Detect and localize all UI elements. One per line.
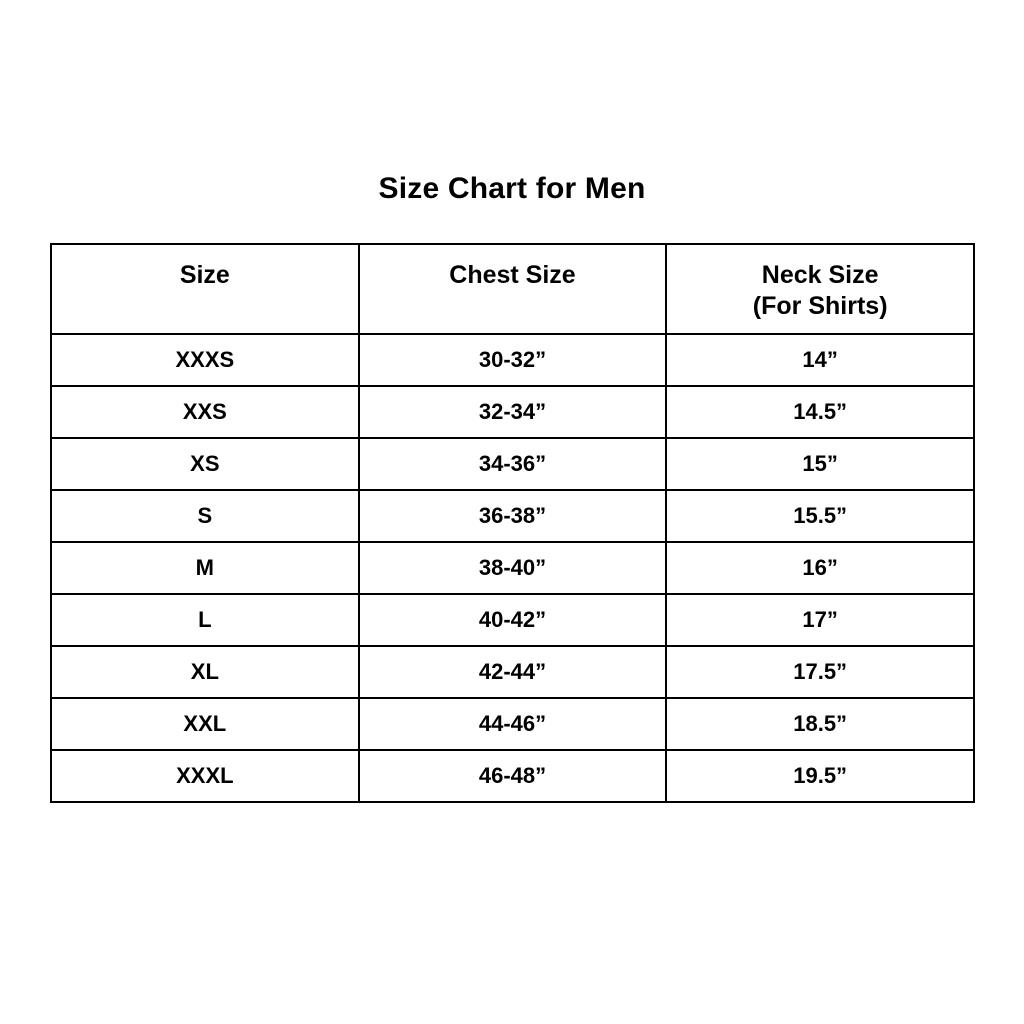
table-row <box>51 490 974 542</box>
column-header-neck-size-line1: Neck Size <box>761 261 879 289</box>
column-header-size-label: Size <box>179 261 230 289</box>
table-row <box>51 594 974 646</box>
column-header-neck-size-line2: (For Shirts) <box>752 292 888 320</box>
size-cell: XXS <box>51 386 359 438</box>
chest-size-cell: 40-42” <box>359 594 667 646</box>
chest-size-cell: 36-38” <box>359 490 667 542</box>
size-cell: L <box>51 594 359 646</box>
chest-size-cell: 44-46” <box>359 698 667 750</box>
chest-size-cell: 46-48” <box>359 750 667 802</box>
neck-size-cell: 15” <box>666 438 974 490</box>
chest-size-cell: 32-34” <box>359 386 667 438</box>
size-cell: XXXL <box>51 750 359 802</box>
neck-size-cell: 19.5” <box>666 750 974 802</box>
chest-size-cell: 30-32” <box>359 334 667 386</box>
table-row <box>51 646 974 698</box>
table-row <box>51 438 974 490</box>
header-row <box>51 244 974 334</box>
table-row <box>51 750 974 802</box>
neck-size-cell: 14” <box>666 334 974 386</box>
size-chart-table <box>50 243 975 803</box>
column-header-chest-size-label: Chest Size <box>449 261 576 289</box>
column-header-neck-size <box>666 244 974 334</box>
neck-size-cell: 18.5” <box>666 698 974 750</box>
table-row <box>51 334 974 386</box>
size-cell: XXL <box>51 698 359 750</box>
table-row <box>51 698 974 750</box>
column-header-chest-size <box>359 244 667 334</box>
neck-size-cell: 15.5” <box>666 490 974 542</box>
page-title: Size Chart for Men <box>378 172 646 205</box>
chest-size-cell: 38-40” <box>359 542 667 594</box>
neck-size-cell: 16” <box>666 542 974 594</box>
table-row <box>51 542 974 594</box>
chest-size-cell: 34-36” <box>359 438 667 490</box>
size-cell: XXXS <box>51 334 359 386</box>
column-header-size <box>51 244 359 334</box>
size-cell: M <box>51 542 359 594</box>
size-cell: S <box>51 490 359 542</box>
size-cell: XL <box>51 646 359 698</box>
neck-size-cell: 14.5” <box>666 386 974 438</box>
neck-size-cell: 17.5” <box>666 646 974 698</box>
neck-size-cell: 17” <box>666 594 974 646</box>
size-cell: XS <box>51 438 359 490</box>
chest-size-cell: 42-44” <box>359 646 667 698</box>
table-row <box>51 386 974 438</box>
